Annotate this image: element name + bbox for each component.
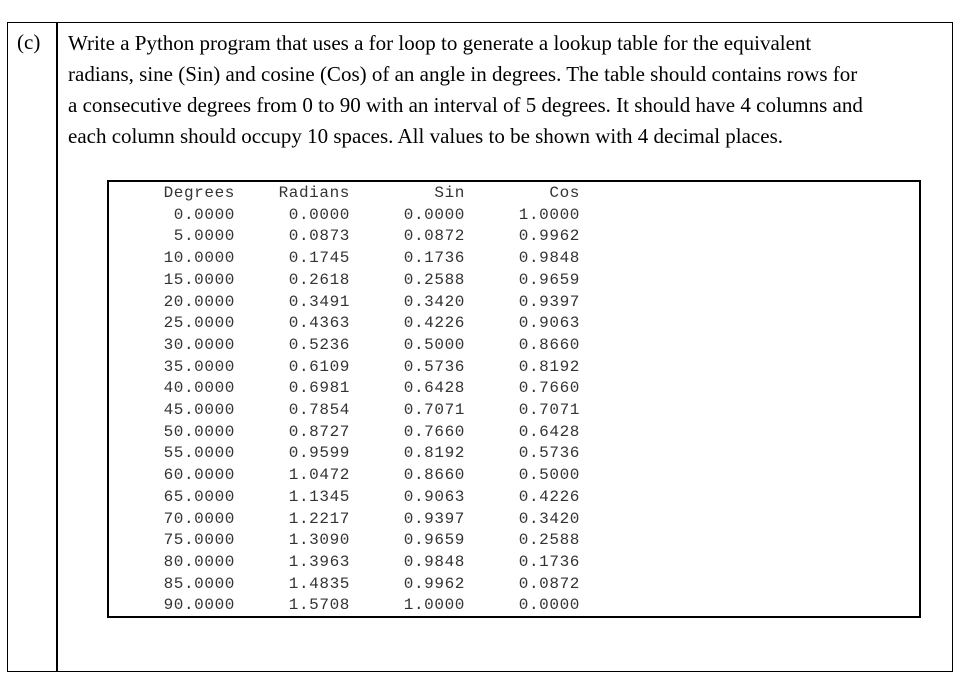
table-cell: 0.0873 xyxy=(288,227,350,246)
table-cell: 0.8192 xyxy=(518,357,580,376)
table-row xyxy=(148,335,580,357)
table-cell: 90.0000 xyxy=(163,596,235,615)
header-radians: Radians xyxy=(278,184,350,202)
table-cell: 0.9848 xyxy=(518,249,580,268)
table-row xyxy=(148,205,580,227)
table-cell: 15.0000 xyxy=(163,270,235,289)
table-cell: 0.7071 xyxy=(403,401,465,420)
table-row xyxy=(148,465,580,487)
table-cell: 1.0472 xyxy=(288,466,350,485)
table-cell: 0.9397 xyxy=(403,509,465,528)
output-table xyxy=(148,183,580,617)
table-row xyxy=(148,487,580,509)
table-cell: 1.2217 xyxy=(288,509,350,528)
table-cell: 0.7660 xyxy=(518,379,580,398)
table-cell: 70.0000 xyxy=(163,509,235,528)
table-row xyxy=(148,443,580,465)
table-cell: 0.7071 xyxy=(518,401,580,420)
table-cell: 0.0000 xyxy=(288,205,350,224)
table-row xyxy=(148,552,580,574)
table-cell: 0.1736 xyxy=(403,249,465,268)
table-cell: 1.3963 xyxy=(288,552,350,571)
table-cell: 10.0000 xyxy=(163,249,235,268)
table-body xyxy=(148,205,580,617)
table-cell: 0.0000 xyxy=(173,205,235,224)
table-cell: 0.0872 xyxy=(403,227,465,246)
question-line: each column should occupy 10 spaces. All values to be shown with 4 decimal places. xyxy=(68,124,783,148)
table-cell: 45.0000 xyxy=(163,401,235,420)
table-cell: 0.9063 xyxy=(518,314,580,333)
table-row xyxy=(148,313,580,335)
table-cell: 0.9397 xyxy=(518,292,580,311)
table-cell: 1.0000 xyxy=(518,205,580,224)
table-cell: 85.0000 xyxy=(163,574,235,593)
table-cell: 0.1736 xyxy=(518,552,580,571)
table-cell: 1.0000 xyxy=(403,596,465,615)
table-cell: 0.0872 xyxy=(518,574,580,593)
table-cell: 0.8660 xyxy=(403,466,465,485)
table-cell: 65.0000 xyxy=(163,487,235,506)
table-cell: 25.0000 xyxy=(163,314,235,333)
table-row xyxy=(148,595,580,617)
table-cell: 0.5000 xyxy=(403,335,465,354)
table-row xyxy=(148,530,580,552)
header-row xyxy=(148,183,580,205)
table-row xyxy=(148,226,580,248)
header-degrees: Degrees xyxy=(163,184,235,202)
table-cell: 0.2588 xyxy=(403,270,465,289)
table-cell: 0.3420 xyxy=(403,292,465,311)
table-cell: 40.0000 xyxy=(163,379,235,398)
question-label: (c) xyxy=(17,30,41,54)
table-cell: 0.4226 xyxy=(518,487,580,506)
table-cell: 0.9599 xyxy=(288,444,350,463)
table-cell: 0.2588 xyxy=(518,531,580,550)
table-cell: 75.0000 xyxy=(163,531,235,550)
table-cell: 0.9659 xyxy=(518,270,580,289)
table-row xyxy=(148,357,580,379)
table-cell: 0.0000 xyxy=(403,205,465,224)
table-cell: 50.0000 xyxy=(163,422,235,441)
table-row xyxy=(148,270,580,292)
table-cell: 30.0000 xyxy=(163,335,235,354)
table-row xyxy=(148,400,580,422)
table-row xyxy=(148,248,580,270)
table-cell: 80.0000 xyxy=(163,552,235,571)
table-row xyxy=(148,378,580,400)
header-cos: Cos xyxy=(549,184,580,202)
table-cell: 1.5708 xyxy=(288,596,350,615)
table-row xyxy=(148,509,580,531)
table-cell: 55.0000 xyxy=(163,444,235,463)
table-cell: 0.9063 xyxy=(403,487,465,506)
table-cell: 0.1745 xyxy=(288,249,350,268)
table-cell: 0.8660 xyxy=(518,335,580,354)
table-cell: 0.5000 xyxy=(518,466,580,485)
table-cell: 1.1345 xyxy=(288,487,350,506)
table-cell: 0.6981 xyxy=(288,379,350,398)
table-cell: 60.0000 xyxy=(163,466,235,485)
table-cell: 0.5236 xyxy=(288,335,350,354)
table-row xyxy=(148,292,580,314)
table-cell: 1.4835 xyxy=(288,574,350,593)
table-cell: 0.3491 xyxy=(288,292,350,311)
table-cell: 20.0000 xyxy=(163,292,235,311)
table-cell: 5.0000 xyxy=(173,227,235,246)
table-cell: 0.6428 xyxy=(403,379,465,398)
table-cell: 0.5736 xyxy=(403,357,465,376)
table-cell: 0.9962 xyxy=(403,574,465,593)
table-cell: 1.3090 xyxy=(288,531,350,550)
table-cell: 0.9848 xyxy=(403,552,465,571)
table-cell: 0.4363 xyxy=(288,314,350,333)
question-line: Write a Python program that uses a for loop to generate a lookup table for the equivalent xyxy=(68,31,812,55)
table-row xyxy=(148,422,580,444)
table-cell: 35.0000 xyxy=(163,357,235,376)
question-line: a consecutive degrees from 0 to 90 with an interval of 5 degrees. It should have 4 columns and xyxy=(68,93,863,117)
table-cell: 0.9962 xyxy=(518,227,580,246)
table-cell: 0.2618 xyxy=(288,270,350,289)
question-text xyxy=(68,28,948,152)
table-cell: 0.7854 xyxy=(288,401,350,420)
table-cell: 0.8727 xyxy=(288,422,350,441)
table-cell: 0.7660 xyxy=(403,422,465,441)
table-cell: 0.5736 xyxy=(518,444,580,463)
table-row xyxy=(148,574,580,596)
table-cell: 0.9659 xyxy=(403,531,465,550)
table-cell: 0.6109 xyxy=(288,357,350,376)
table-cell: 0.3420 xyxy=(518,509,580,528)
header-sin: Sin xyxy=(434,184,465,202)
table-cell: 0.4226 xyxy=(403,314,465,333)
table-cell: 0.0000 xyxy=(518,596,580,615)
table-cell: 0.6428 xyxy=(518,422,580,441)
table-cell: 0.8192 xyxy=(403,444,465,463)
column-divider xyxy=(56,22,58,672)
question-line: radians, sine (Sin) and cosine (Cos) of an angle in degrees. The table should contains rows for xyxy=(68,62,858,86)
